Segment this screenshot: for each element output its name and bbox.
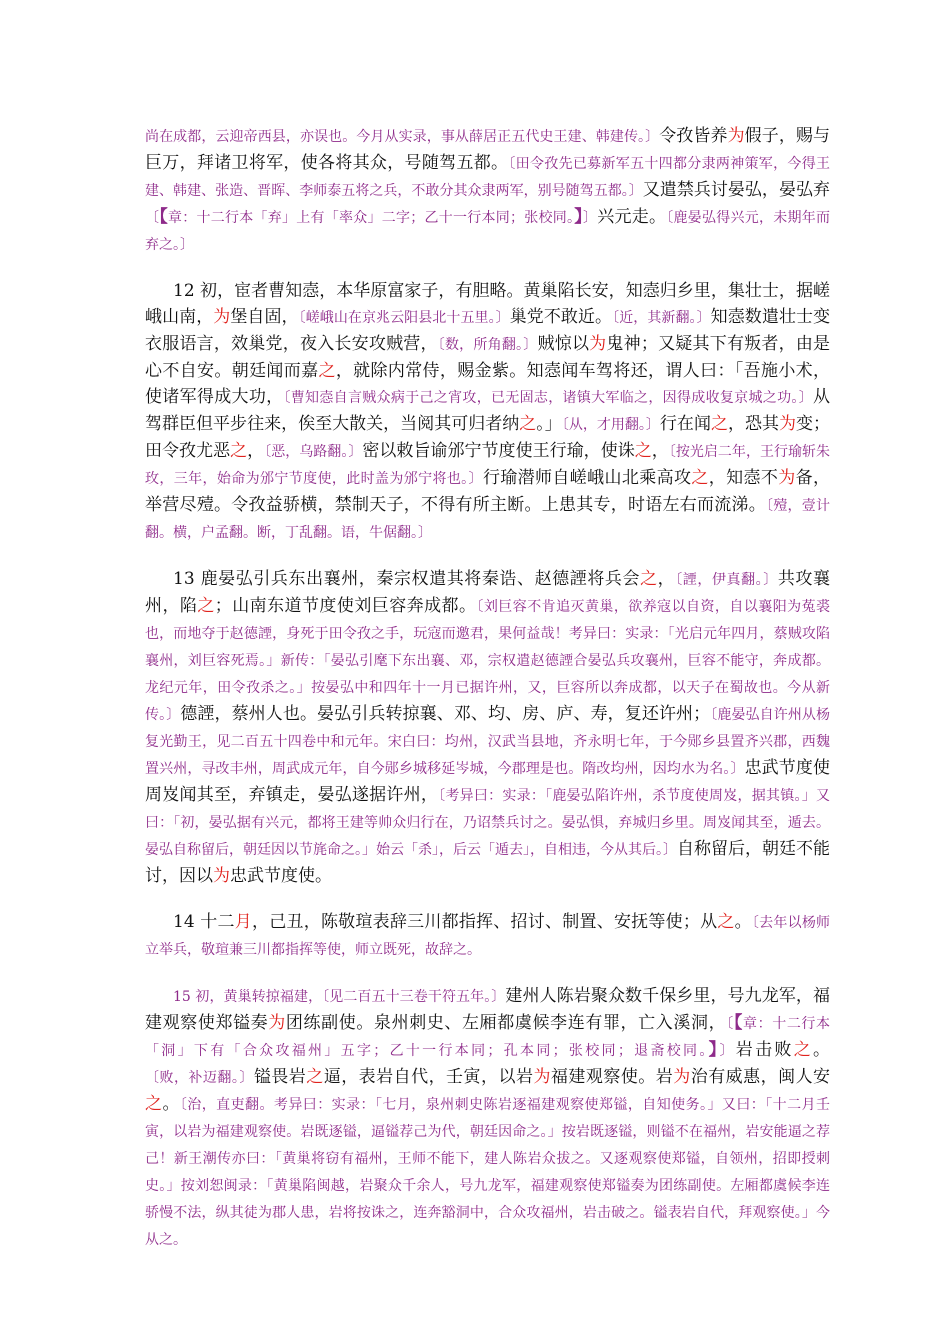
paragraph-p13 [145, 566, 830, 889]
annotation-text: 尚在成都，云迎帝西县，亦误也。今月从实录，事从薛居正五代史王建、韩建传。〕 [145, 129, 660, 145]
highlight-char: 之 [640, 569, 658, 589]
main-text: 备，举营尽殪。令孜益骄横，禁制天子，不得有所主断。上患其专，时语左右而流涕。 [145, 468, 831, 515]
main-text: 13 鹿晏弘引兵东出襄州，秦宗权遣其将秦诰、赵德諲将兵会 [173, 569, 641, 589]
main-text: 令孜皆养 [659, 126, 728, 146]
paragraph-p11 [145, 123, 830, 258]
main-text: 堡自固， [230, 307, 299, 327]
highlight-char: 之 [519, 414, 537, 434]
highlight-char: 之 [306, 1067, 324, 1087]
main-text: 鬼神；又疑其下有叛者，由是心不自安。朝廷闻而嘉 [145, 334, 831, 381]
main-text: ， [657, 569, 676, 589]
annotation-text: 〔近，其新翻。〕 [612, 310, 711, 326]
highlight-char: 之 [145, 1094, 163, 1114]
main-text: 逼，表岩自代，壬寅，以岩 [323, 1067, 534, 1087]
main-text: 建州人陈岩聚众数千保乡里，号九龙军，福建观察使郑镒奏 [145, 986, 831, 1033]
highlight-char: 为 [533, 1067, 551, 1087]
bracket-mark: 【 [159, 207, 168, 227]
main-text: ；山南东道节度使刘巨容奔成都。 [214, 596, 477, 616]
highlight-char: 为 [213, 307, 231, 327]
main-text: ，己丑，陈敬瑄表辞三川都指挥、招讨、制置、安抚等使；从 [252, 912, 718, 932]
highlight-char: 之 [793, 1040, 814, 1060]
annotation-text: 〔諲，伊真翻。〕 [675, 572, 778, 588]
annotation-text: 〔败，补迈翻。〕 [145, 1070, 254, 1086]
annotation-text: 〔恶，乌路翻。〕 [264, 444, 363, 460]
main-text: ，知悫不 [708, 468, 779, 488]
main-text: 岩击败 [735, 1040, 794, 1060]
main-text: 巢党不敢近。 [509, 307, 613, 327]
bracket-mark: 【 [733, 1013, 743, 1033]
main-text: ，就除内常侍，赐金紫。知悫闻车驾将还，谓人曰：「吾施小术，使诸军得成大功， [145, 361, 831, 407]
annotation-text: 章：十二行本「弃」上有「率众」二字；乙十一行本同；张校同。 [168, 210, 575, 226]
annotation-text: 章：十二行本「洞」下有「合众攻福州」五字；乙十一行本同；孔本同；张校同；退斋校同。 [145, 1016, 831, 1059]
main-text: 兴元走。 [597, 207, 667, 227]
main-text: 自称留后，朝廷不能讨，因以 [145, 839, 830, 886]
annotation-text: 〔曹知悫自言贼众病于己之宵攻，已无固志，诸镇大军临之，因得成收复京城之功。〕 [283, 390, 814, 406]
highlight-char: 为 [268, 1013, 286, 1033]
highlight-char: 之 [717, 912, 735, 932]
highlight-char: 之 [634, 441, 652, 461]
main-text: 。 [813, 1040, 831, 1060]
bracket-mark: 】 [708, 1040, 720, 1060]
main-text: 德諲，蔡州人也。晏弘引兵转掠襄、邓、均、房、庐、寿，复还许州； [180, 704, 711, 724]
highlight-char: 之 [691, 468, 709, 488]
main-text: 12 初，宦者曹知悫，本华原富家子，有胆略。黄巢陷长安，知悫归乡里，集壮士，据嵯峨山南， [145, 281, 830, 327]
annotation-text: 〔 [145, 210, 160, 226]
annotation-text: 〔按光启二年，王行瑜斩朱玫，三年，始命为邠宁节度使，此时盖为邠宁将也。〕 [145, 444, 831, 487]
highlight-char: 为 [673, 1067, 691, 1087]
annotation-text: 〔刘巨容不肯追灭黄巢，欲养寇以自资，自以襄阳为菟裘也，而地夺于赵德諲，身死于田令孜之手，玩寇而邀君，果何益哉！考异曰：实录：「光启元年四月，蔡贼攻陷襄州，刘巨容死焉。」新传：「晏弘引麾下东出襄、邓，宗权遣赵德諲合晏弘兵攻襄州，巨容不能守，奔成都。龙纪元年，田令孜杀之。」按晏弘中和四年十一月已据许州，又，巨容所以奔成都，以天子在蜀故也。今从新传。〕 [145, 599, 831, 723]
main-text: 忠武节度使周岌闻其至，弃镇走，晏弘遂据许州， [145, 758, 831, 805]
annotation-text: 〔从，才用翻。〕 [561, 417, 660, 433]
highlight-char: 之 [230, 441, 248, 461]
annotation-text: 〔鹿晏弘自许州从杨复光勤王，见二百五十四卷中和元年。宋白曰：均州，汉武当县地，齐永明七年，于今郧乡县置齐兴郡，西魏置兴州，寻改丰州，周武成元年，自今郧乡城移延岑城，今郡理是也。隋改均州，因均水为名。〕 [145, 707, 831, 777]
highlight-char: 为 [779, 414, 797, 434]
main-text: ，恐其 [727, 414, 780, 434]
highlight-char: 月 [234, 912, 252, 932]
annotation-text: 〔鹿晏弘得兴元，未期年而弃之。〕 [145, 210, 830, 253]
main-text: 。」 [536, 414, 562, 434]
annotation-text: 〔数，所角翻。〕 [437, 337, 538, 353]
highlight-char: 为 [213, 866, 230, 886]
main-text: 变；田令孜尤恶 [145, 414, 831, 461]
bracket-mark: 】 [574, 207, 583, 227]
main-text: 。 [162, 1094, 180, 1114]
main-text: 从驾群臣但平步往来，俟至大散关，当阅其可归者纳 [145, 387, 831, 434]
annotation-text: 〔 [726, 1016, 734, 1032]
main-text: 。 [734, 912, 752, 932]
highlight-char: 为 [778, 468, 796, 488]
annotation-text: 〔田令孜先已募新军五十四都分隶两神策军，今得王建、韩建、张造、晋晖、李师泰五将之兵，不敢分其众隶两军，别号随驾五都。〕 [145, 156, 831, 199]
main-text: 行在闻 [659, 414, 711, 434]
annotation-text: 〕 [583, 210, 598, 226]
annotation-text: 〔去年以杨师立举兵，敬瑄兼三川都指挥等使，师立既死，故辞之。 [145, 915, 831, 958]
highlight-char: 为 [589, 334, 607, 354]
paragraph-p12 [145, 278, 830, 546]
main-text: ， [651, 441, 669, 461]
main-text: 忠武节度使。 [230, 866, 332, 886]
main-text: 共攻襄州，陷 [145, 569, 830, 616]
annotation-text: 15 初，黄巢转掠福建，〔见二百五十三卷干符五年。〕 [173, 989, 506, 1005]
highlight-char: 之 [710, 414, 728, 434]
main-text: 14 十二 [173, 912, 235, 932]
paragraph-p14 [145, 909, 830, 963]
annotation-text: 〔嵯峨山在京兆云阳县北十五里。〕 [298, 310, 510, 326]
main-text: 团练副使。泉州刺史、左厢都虞候李连有罪，亡入溪洞， [285, 1013, 727, 1033]
paragraph-p15 [145, 983, 830, 1253]
main-text: 行瑜潜师自嵯峨山北乘高攻 [482, 468, 692, 488]
main-text: ， [247, 441, 265, 461]
annotation-text: 〔殪，壹计翻。横，户孟翻。断，丁乱翻。语，牛倨翻。〕 [145, 498, 830, 541]
main-text: 贼惊以 [537, 334, 590, 354]
main-text: 福建观察使。岩 [550, 1067, 674, 1087]
annotation-text: 〔治，直吏翻。考异曰：实录：「七月，泉州刺史陈岩逐福建观察使郑镒，自知使务。」又曰：「十二月壬寅，以岩为福建观察使。岩既逐镒，逼镒荐己为代，朝廷因命之。」按岩既逐镒，则镒不在福州，岩安能逼之荐己！新王潮传亦曰：「黄巢将窃有福州，王师不能下，建人陈岩众拔之。又逐观察使郑镒，自领州，招即授刺史。」按刘恕闽录：「黄巢陷闽越，岩聚众千余人，号九龙军，福建观察使郑镒奏为团练副使。左厢都虞候李连骄慢不法，纵其徒为郡人患，岩将按诛之，连奔豁洞中，合众攻福州，岩击破之。镒表岩自代，拜观察使。」今从之。 [145, 1097, 830, 1248]
main-text: 治有威惠，闽人安 [690, 1067, 831, 1087]
annotation-text: 〕 [719, 1043, 736, 1059]
highlight-char: 为 [727, 126, 745, 146]
main-text: 镒畏岩 [253, 1067, 307, 1087]
main-text: 假子，赐与巨万，拜诸卫将军，使各将其众，号随驾五都。 [145, 126, 831, 173]
main-text: 知悫数遣壮士变衣服语言，效巢党，夜入长安攻贼营， [145, 307, 831, 354]
highlight-char: 之 [197, 596, 215, 616]
highlight-char: 之 [318, 361, 336, 381]
main-text: 又遣禁兵讨晏弘，晏弘弃 [642, 180, 830, 200]
main-text: 密以敕旨谕邠宁节度使王行瑜，使诛 [362, 441, 635, 461]
annotation-text: 〔考异曰：实录：「鹿晏弘陷许州，杀节度使周岌，据其镇。」又曰：「初，晏弘据有兴元，都将王建等帅众归行在，乃诏禁兵讨之。晏弘惧，弃城归乡里。周岌闻其至，遁去。晏弘自称留后，朝廷因以节旄命之。」始云「杀」，后云「遁去」，自相违，今从其后。〕 [145, 788, 830, 858]
